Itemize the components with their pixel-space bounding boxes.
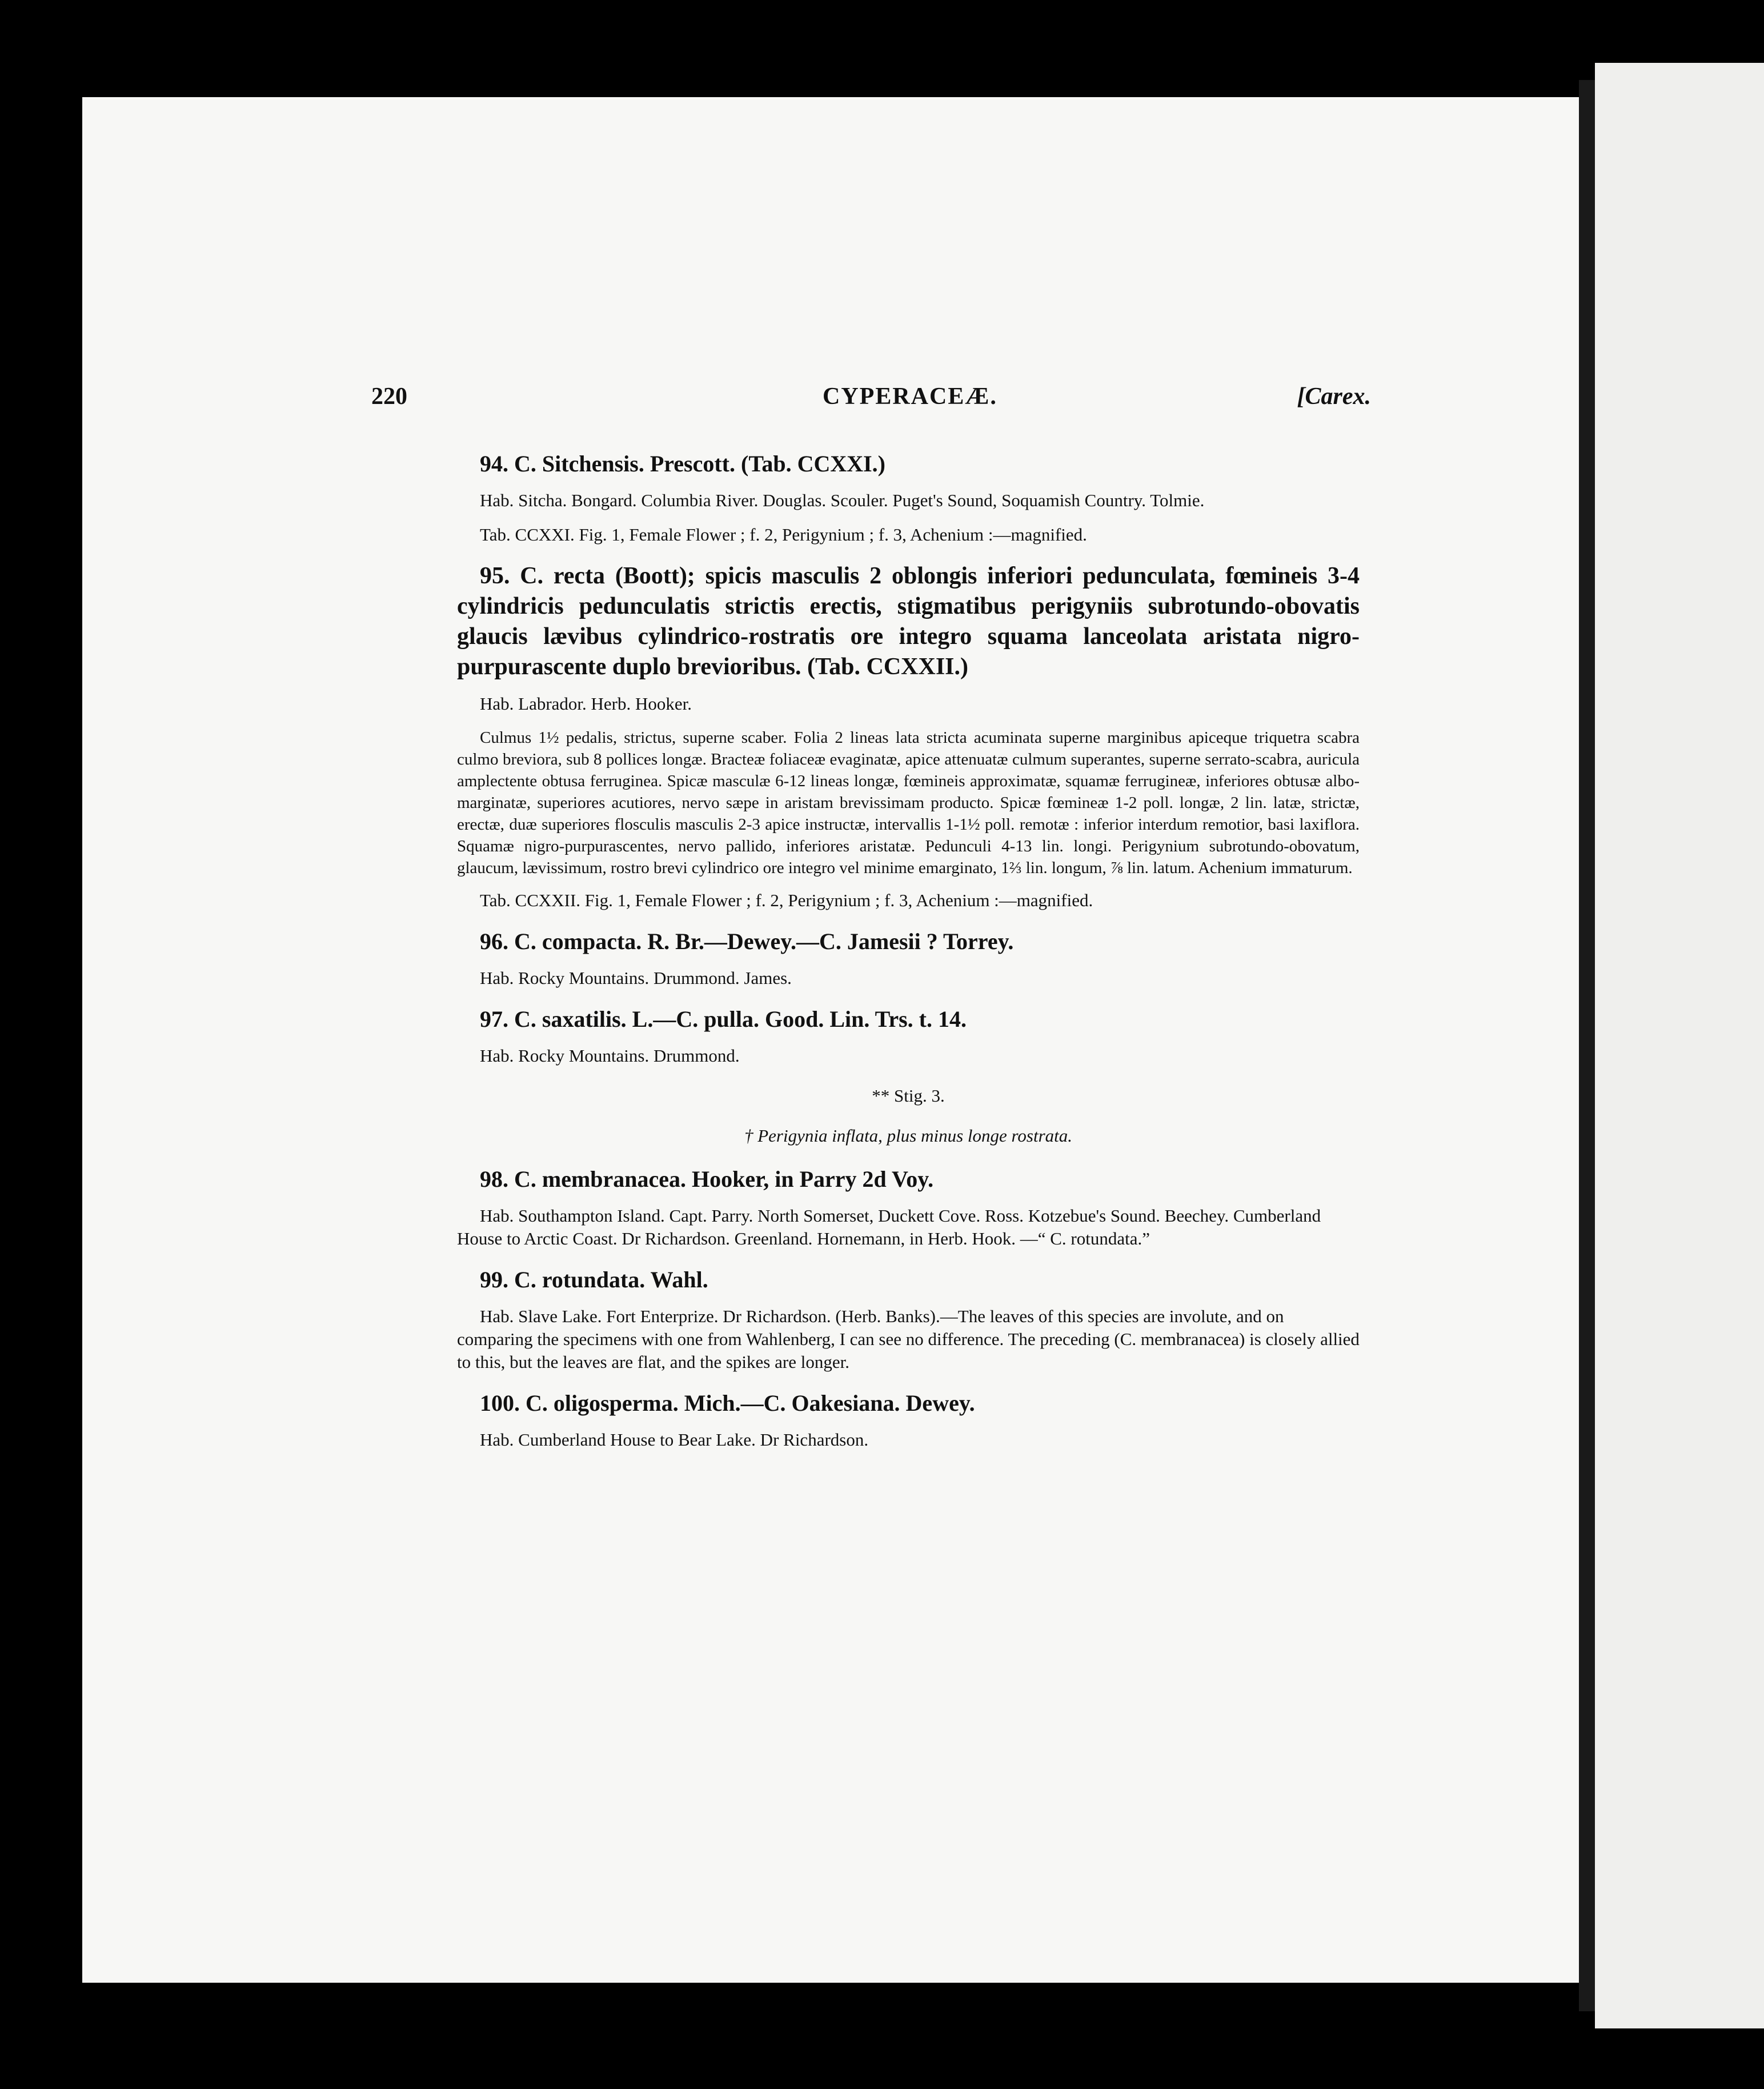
entry-99-heading: 99. C. rotundata. Wahl. — [480, 1267, 708, 1292]
page-body — [457, 434, 1360, 1463]
entry-94-heading: 94. C. Sitchensis. Prescott. (Tab. CCXXI.) — [480, 451, 885, 477]
family-title: CYPERACEÆ. — [823, 383, 997, 410]
entry-96-habitat: Hab. Rocky Mountains. Drummond. James. — [480, 968, 792, 988]
entry-95-heading: 95. C. recta (Boott); spicis masculis 2 oblongis inferiori pedunculata, fœmineis 3-4 cylindricis pedunculatis strictis erectis, stigmatibus perigyniis subrotundo-obovatis glaucis lævibus cylindrico-rostratis ore integro squama lanceolata aristata nigro-purpurascente duplo brevioribus. (Tab. CCXXII.) — [457, 563, 1360, 680]
entry-99-habitat: Hab. Slave Lake. Fort Enterprize. Dr Richardson. (Herb. Banks).—The leaves of this species are involute, and on comparing the specimens with one from Wahlenberg, I can see no difference. The preceding (C. membranacea) is closely allied to this, but the leaves are flat, and the spikes are longer. — [457, 1306, 1360, 1372]
entry-94-plate: Tab. CCXXI. Fig. 1, Female Flower ; f. 2, Perigynium ; f. 3, Achenium :—magnified. — [480, 525, 1087, 545]
facing-page-edge — [1595, 63, 1764, 2028]
entry-97-habitat: Hab. Rocky Mountains. Drummond. — [480, 1046, 740, 1066]
genus-label: [Carex. — [1297, 383, 1371, 410]
section-heading: ** Stig. 3. — [872, 1086, 945, 1106]
entry-96-heading: 96. C. compacta. R. Br.—Dewey.—C. Jamesii ? Torrey. — [480, 929, 1014, 954]
page-number: 220 — [371, 383, 407, 410]
page-gutter — [1579, 80, 1595, 2011]
entry-95-plate: Tab. CCXXII. Fig. 1, Female Flower ; f. 2, Perigynium ; f. 3, Achenium :—magnified. — [480, 890, 1093, 910]
entry-98-habitat: Hab. Southampton Island. Capt. Parry. North Somerset, Duckett Cove. Ross. Kotzebue's Sound. Beechey. Cumberland House to Arctic Coast. Dr Richardson. Greenland. Hornemann, in Herb. Hook. —“ C. rotundata.” — [457, 1206, 1321, 1248]
entry-95-habitat: Hab. Labrador. Herb. Hooker. — [480, 694, 692, 714]
entry-100-habitat: Hab. Cumberland House to Bear Lake. Dr Richardson. — [480, 1430, 869, 1450]
entry-98-heading: 98. C. membranacea. Hooker, in Parry 2d Voy. — [480, 1166, 934, 1192]
subsection-heading: † Perigynia inflata, plus minus longe rostrata. — [744, 1126, 1073, 1146]
entry-95-description: Culmus 1½ pedalis, strictus, superne scaber. Folia 2 lineas lata stricta acuminata superne marginibus apiceque triquetra scabra culmo breviora, sub 8 pollices longæ. Bracteæ foliaceæ evaginatæ, apice attenuatæ culmum superantes, superne serrato-scabra, auricula amplectente obtusa ferruginea. Spicæ masculæ 6-12 lineas longæ, fœmineis approximatæ, squamæ ferrugineæ, inferiores obtusæ albo-marginatæ, superiores acutiores, nervo sæpe in aristam brevissimam producto. Spicæ fœmineæ 1-2 poll. longæ, 2 lin. latæ, strictæ, erectæ, duæ superiores flosculis masculis 2-3 apice instructæ, intervallis 1-1½ poll. remotæ : inferior interdum remotior, basi laxiflora. Squamæ nigro-purpurascentes, nervo pallido, inferiores aristatæ. Pedunculi 4-13 lin. longi. Perigynium subrotundo-obovatum, glaucum, lævissimum, rostro brevi cylindrico ore integro vel minime emarginato, 1⅔ lin. longum, ⅞ lin. latum. Achenium immaturum. — [457, 729, 1360, 877]
entry-94-habitat: Hab. Sitcha. Bongard. Columbia River. Douglas. Scouler. Puget's Sound, Soquamish Country. Tolmie. — [480, 490, 1205, 510]
entry-100-heading: 100. C. oligosperma. Mich.—C. Oakesiana. Dewey. — [480, 1390, 975, 1416]
running-header — [371, 383, 1371, 417]
entry-97-heading: 97. C. saxatilis. L.—C. pulla. Good. Lin. Trs. t. 14. — [480, 1006, 967, 1032]
